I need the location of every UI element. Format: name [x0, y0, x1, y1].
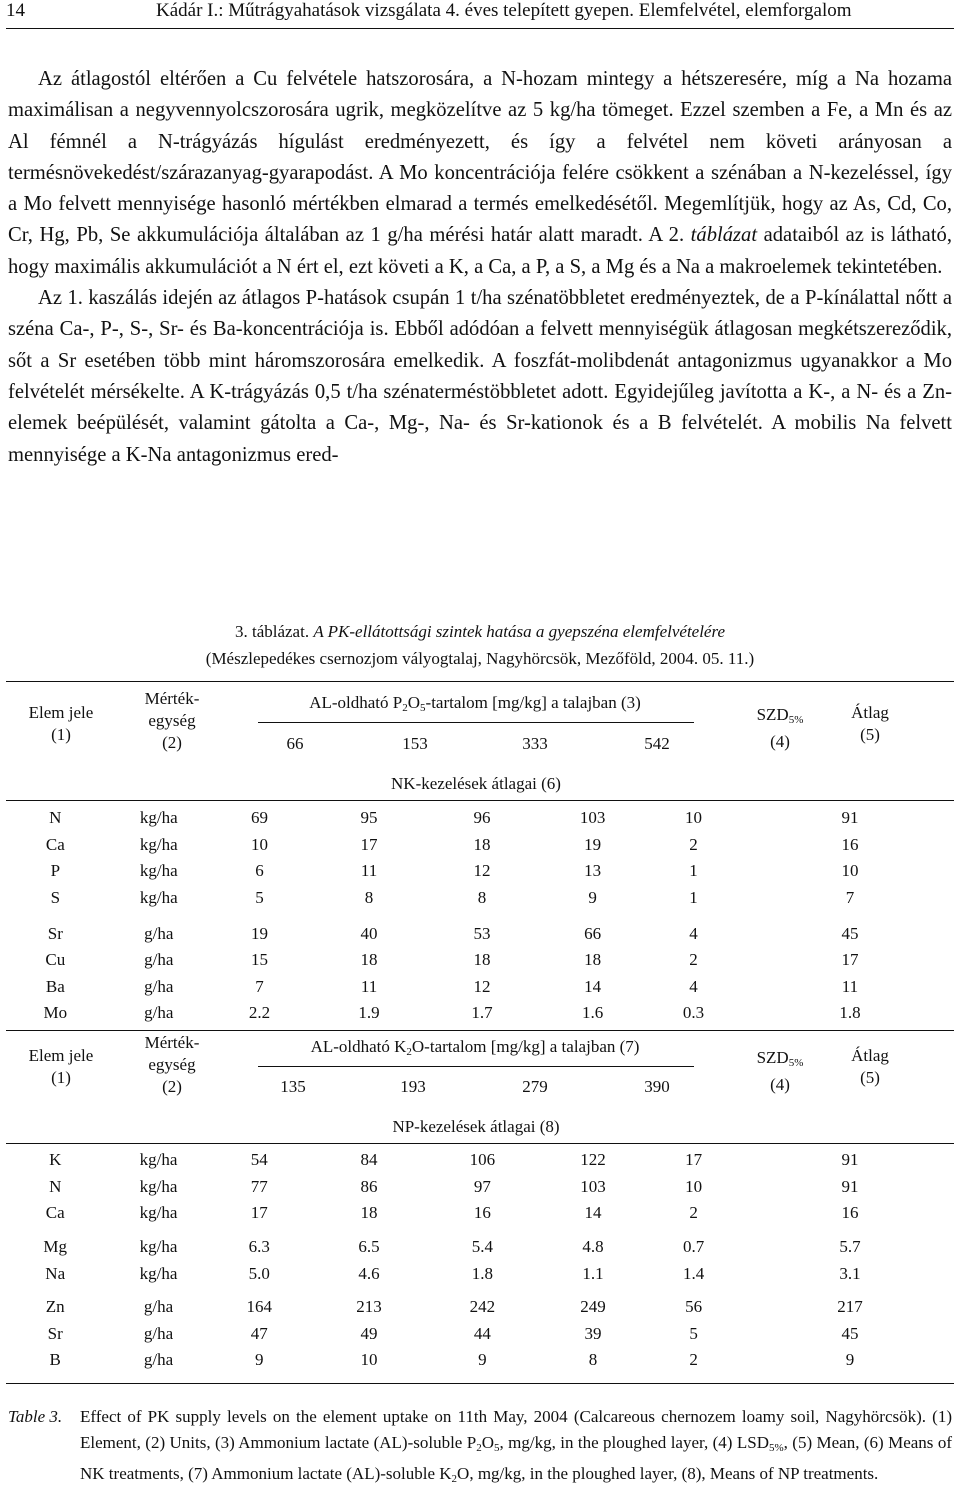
cell-unit: kg/ha	[139, 1237, 178, 1257]
paragraph-2: Az 1. kaszálás idején az átlagos P-hatások csupán 1 t/ha szénatöbbletet eredményeztek, de a P-kínálattal nőtt a széna Ca-, P-, S-, Sr- és Ba-koncentrációja is. Ebből adódóan a felvett mennyiségük átlagosan megkétszereződik, sőt a Sr esetében több mint háromszorosára emelkedik. A foszfát-molibdenát antagonizmus ugyanakkor a Mo felvételét mérsékelte. A K-trágyázás 0,5 t/ha szénaterméstöbbletet adott. Egyidejűleg javította a K-, a N- és a Zn-elemek beépülését, valamint gátolta a Ca-, Mg-, Na- és Sr-kationok és a B felvételét. A mobilis Na felvett mennyisége a K-Na antagonizmus ered-	[8, 287, 952, 466]
table-row	[0, 1000, 960, 1027]
cell-level-2: 18	[360, 950, 378, 970]
cell-level-3: 1.8	[471, 1263, 493, 1283]
cell-element: Cu	[45, 950, 66, 970]
cell-lsd: 2	[689, 950, 698, 970]
cell-lsd: 5	[689, 1323, 698, 1343]
cell-level-1: 5.0	[248, 1263, 270, 1283]
english-caption-text	[80, 1404, 952, 1492]
cell-element: B	[49, 1350, 61, 1370]
cell-level-2: 86	[360, 1176, 378, 1196]
col-header-lsd	[730, 704, 830, 753]
group-spacer	[0, 1227, 960, 1234]
cell-mean: 7	[845, 888, 855, 908]
cell-level-3: 8	[477, 888, 487, 908]
cell-level-2: 95	[360, 808, 378, 828]
cell-mean: 91	[841, 1176, 859, 1196]
table-row	[0, 1174, 960, 1201]
cell-level-1: 6	[255, 861, 264, 881]
cell-mean: 9	[845, 1350, 855, 1370]
cell-element: Na	[45, 1263, 66, 1283]
table-row	[0, 805, 960, 832]
col-header-element-number-2: (1)	[51, 1068, 71, 1087]
col-header-unit-line2-2: egység	[148, 1055, 196, 1074]
block1-table	[0, 805, 960, 1027]
cell-level-4: 1.1	[582, 1263, 604, 1283]
cell-mean: 91	[841, 1150, 859, 1170]
cell-level-1: 17	[250, 1203, 268, 1223]
cell-lsd: 17	[685, 1150, 703, 1170]
cell-lsd: 4	[689, 976, 698, 996]
cell-unit: kg/ha	[139, 861, 178, 881]
en-cap-part4: , (5) Mean, (6) Means of NK treatments, (7) Ammonium lactate (AL)-soluble K	[80, 1433, 952, 1483]
header-rule	[6, 28, 954, 29]
cell-level-3: 106	[469, 1150, 496, 1170]
cell-level-2: 84	[360, 1150, 378, 1170]
table-row	[0, 1347, 960, 1374]
cell-element: Ba	[45, 976, 65, 996]
table-row	[0, 1294, 960, 1321]
cell-element: N	[49, 808, 62, 828]
al-k-sub1: 2	[406, 1046, 412, 1058]
col-header-unit-2	[124, 1032, 220, 1098]
col-header-al-k2o	[240, 1036, 710, 1063]
block2-table	[0, 1147, 960, 1374]
cell-level-3: 12	[473, 976, 491, 996]
cell-element: Sr	[47, 923, 63, 943]
cell-lsd: 10	[685, 1176, 703, 1196]
col-header-mean	[830, 702, 910, 746]
cell-mean: 217	[837, 1297, 863, 1317]
cell-lsd: 0.3	[682, 1003, 705, 1023]
cell-level-3: 12	[473, 861, 491, 881]
p-level-2: 153	[402, 734, 428, 753]
table-row	[0, 832, 960, 859]
lsd-number: (4)	[770, 732, 790, 751]
cell-mean: 1.8	[839, 1003, 861, 1023]
group-spacer	[0, 911, 960, 920]
col-header-element-label: Elem jele	[28, 703, 94, 722]
en-cap-sub4: 2	[451, 1473, 458, 1485]
col-header-unit	[124, 688, 220, 754]
al-p-sub1: 2	[402, 702, 408, 714]
cell-level-4: 9	[588, 888, 597, 908]
cell-lsd: 10	[685, 808, 703, 828]
cell-mean: 45	[841, 1323, 859, 1343]
al-k-text: AL-oldható K	[310, 1037, 407, 1056]
k-level-3: 279	[522, 1077, 548, 1096]
cell-unit: kg/ha	[139, 1176, 178, 1196]
cell-mean: 10	[841, 861, 859, 881]
mean-number: (5)	[860, 725, 880, 744]
lsd-number-2: (4)	[770, 1075, 790, 1094]
cell-unit: g/ha	[143, 1297, 174, 1317]
col-header-element	[8, 702, 114, 746]
cell-level-4: 39	[584, 1323, 602, 1343]
paragraph-1-text: Az átlagostól eltérően a Cu felvétele hatszorosára, a N-hozam mintegy a hétszeresére, míg a Na hozama maximálisan a negyvennyolcszorosára ugrik, megközelítve az 5 kg/ha tömeget. Ezzel szemben a Fe, a Mn és az Al fémnél a N-trágyázás hígulást eredményezett, és így a felvétel nem követi arányosan a termésnövekedést/szárazanyag-gyarapodást. A Mo koncentrációja felére csökkent a szénában a N-kezeléssel, így a Mo felvett mennyisége hasonló mértékben elmarad a termés emelkedésétől. Megemlítjük, hogy az As, Cd, Co, Cr, Hg, Pb, Se akkumulációja általában az 1 g/ha mérési határ alatt maradt. A 2.	[8, 68, 952, 247]
col-header-element-label-2: Elem jele	[28, 1046, 94, 1065]
cell-element: Mo	[43, 1003, 68, 1023]
cell-level-2: 49	[360, 1323, 378, 1343]
cell-unit: kg/ha	[139, 808, 178, 828]
cell-level-1: 47	[250, 1323, 268, 1343]
cell-unit: g/ha	[144, 950, 174, 970]
cell-level-3: 53	[473, 923, 491, 943]
table-row	[0, 947, 960, 974]
cell-element: N	[49, 1176, 62, 1196]
p-level-4: 542	[644, 734, 670, 753]
cell-mean: 11	[841, 976, 859, 996]
cell-lsd: 56	[685, 1297, 703, 1317]
cell-level-2: 17	[360, 834, 378, 854]
paragraph-1-italic: táblázat	[690, 224, 758, 247]
cell-level-3: 9	[478, 1350, 487, 1370]
p-level-3: 333	[522, 734, 548, 753]
en-cap-sub1: 2	[476, 1442, 482, 1454]
cell-level-2: 40	[360, 923, 378, 943]
col-header-element-number: (1)	[51, 725, 71, 744]
table-row	[0, 885, 960, 912]
body-text	[8, 64, 952, 471]
cell-element: P	[50, 861, 61, 881]
col-header-unit-number-2: (2)	[162, 1077, 182, 1096]
table-row	[0, 1200, 960, 1227]
al-p-sub2: 5	[420, 702, 426, 714]
cell-unit: kg/ha	[139, 1263, 178, 1283]
lsd-label-2: SZD	[756, 1048, 789, 1067]
cell-unit: g/ha	[144, 923, 174, 943]
cell-unit: g/ha	[143, 1323, 174, 1343]
cell-mean: 5.7	[839, 1237, 861, 1257]
en-cap-part5: O, mg/kg, in the ploughed layer, (8), Means of NP treatments.	[457, 1464, 879, 1483]
al-k-post: O-tartalom [mg/kg] a talajban (7)	[411, 1037, 640, 1056]
col-header-al-p2o5	[240, 692, 710, 719]
cell-level-1: 2.2	[248, 1003, 271, 1023]
cell-mean: 45	[841, 923, 859, 943]
cell-level-2: 18	[360, 1203, 378, 1223]
cell-element: Sr	[47, 1323, 63, 1343]
cell-level-2: 4.6	[358, 1263, 380, 1283]
cell-level-2: 6.5	[358, 1237, 380, 1257]
cell-level-3: 16	[473, 1203, 491, 1223]
mean-label-2: Átlag	[851, 1046, 889, 1065]
english-caption	[8, 1404, 952, 1508]
table-caption-label: 3. táblázat.	[234, 622, 310, 641]
cell-level-3: 18	[473, 950, 491, 970]
table-row	[0, 1260, 960, 1287]
table-caption-subtitle: (Mészlepedékes csernozjom vályogtalaj, Nagyhörcsök, Mezőföld, 2004. 05. 11.)	[205, 649, 755, 668]
cell-level-4: 8	[588, 1350, 598, 1370]
cell-level-3: 18	[473, 834, 491, 854]
k-level-2: 193	[400, 1077, 426, 1096]
block2-top-rule	[6, 1030, 954, 1031]
col-header-element-2	[8, 1045, 114, 1089]
cell-level-1: 5	[255, 888, 264, 908]
cell-level-4: 4.8	[582, 1237, 604, 1257]
cell-level-4: 14	[584, 1203, 602, 1223]
en-cap-part3: , mg/kg, in the ploughed layer, (4) LSD	[499, 1433, 769, 1452]
level-header-rule-2	[258, 1066, 694, 1067]
cell-level-2: 10	[360, 1350, 378, 1370]
cell-lsd: 1	[689, 861, 698, 881]
table-row	[0, 1321, 960, 1348]
mean-label: Átlag	[851, 703, 889, 722]
lsd-label: SZD	[756, 705, 789, 724]
cell-mean: 3.1	[839, 1263, 861, 1283]
cell-lsd: 1	[689, 888, 698, 908]
cell-lsd: 2	[689, 1203, 698, 1223]
group-spacer-cell	[0, 1227, 960, 1234]
np-group-label: NP-kezelések átlagai (8)	[392, 1117, 560, 1136]
cell-level-4: 122	[580, 1150, 606, 1170]
cell-unit: g/ha	[144, 976, 174, 996]
col-header-lsd-2	[730, 1047, 830, 1096]
cell-mean: 16	[841, 834, 859, 854]
cell-level-3: 97	[473, 1176, 491, 1196]
cell-unit: kg/ha	[139, 834, 178, 854]
al-p-mid: O	[407, 693, 421, 712]
cell-level-2: 1.9	[358, 1003, 380, 1023]
cell-level-1: 77	[250, 1176, 268, 1196]
cell-level-2: 213	[356, 1297, 382, 1317]
page-number: 14	[6, 0, 25, 21]
col-header-unit-line1: Mérték-	[144, 689, 200, 708]
cell-level-1: 10	[251, 834, 269, 854]
cell-level-2: 11	[360, 861, 378, 881]
paragraph-1	[8, 64, 952, 283]
cell-level-1: 69	[251, 808, 269, 828]
block1-header-rule	[6, 800, 954, 801]
table-caption	[0, 619, 960, 645]
cell-element: Mg	[43, 1237, 68, 1257]
cell-lsd: 4	[689, 923, 698, 943]
cell-element: S	[50, 888, 61, 908]
nk-group-label: NK-kezelések átlagai (6)	[391, 774, 561, 793]
cell-level-4: 18	[584, 950, 602, 970]
cell-level-3: 1.7	[471, 1003, 493, 1023]
cell-element: Zn	[45, 1297, 65, 1317]
cell-level-2: 8	[364, 888, 374, 908]
cell-level-3: 44	[473, 1323, 491, 1343]
al-p-post: -tartalom [mg/kg] a talajban (3)	[425, 693, 641, 712]
cell-lsd: 2	[689, 834, 698, 854]
cell-unit: kg/ha	[139, 1150, 178, 1170]
table-top-rule	[6, 681, 954, 682]
table-row	[0, 1234, 960, 1261]
cell-unit: kg/ha	[139, 888, 178, 908]
cell-element: Ca	[45, 1203, 65, 1223]
cell-level-4: 66	[584, 923, 602, 943]
col-header-unit-line1-2: Mérték-	[144, 1033, 200, 1052]
k-level-4: 390	[644, 1077, 670, 1096]
cell-mean: 17	[841, 950, 859, 970]
cell-level-1: 54	[250, 1150, 268, 1170]
block2-header-rule	[6, 1143, 954, 1144]
cell-unit: kg/ha	[139, 1203, 178, 1223]
group-spacer-cell	[0, 1287, 960, 1294]
lsd-sub: 5%	[788, 714, 804, 726]
cell-level-1: 7	[255, 976, 264, 996]
al-p-text: AL-oldható P	[309, 693, 403, 712]
cell-level-4: 103	[580, 1176, 606, 1196]
english-caption-label: Table 3.	[8, 1407, 63, 1426]
cell-mean: 91	[841, 808, 859, 828]
table-row	[0, 920, 960, 947]
cell-unit: g/ha	[144, 1003, 174, 1023]
lsd-sub-2: 5%	[788, 1057, 804, 1069]
col-header-unit-number: (2)	[162, 733, 182, 752]
cell-lsd: 0.7	[683, 1237, 705, 1257]
cell-level-4: 13	[584, 861, 602, 881]
cell-level-3: 5.4	[471, 1237, 493, 1257]
paragraph-1-end: adataiból az is látható, hogy maximális akkumulációt a N ért el, ezt követi a K, a Ca, a P, a S, a Mg és a Na a makroelemek tekintetében.	[8, 224, 952, 278]
table-bottom-rule	[6, 1383, 954, 1384]
en-cap-part1: Effect of PK supply levels on the element uptake on 11th May, 2004 (Calcareous chernozem loamy soil, Nagyhörcsök). (1) Element, (2) Units, (3) Ammonium lactate (AL)-soluble P	[80, 1407, 952, 1452]
cell-level-1: 6.3	[248, 1237, 270, 1257]
cell-element: K	[49, 1150, 62, 1170]
p-level-1: 66	[286, 734, 304, 753]
table-row	[0, 858, 960, 885]
cell-level-3: 242	[469, 1297, 496, 1317]
table-row	[0, 974, 960, 1001]
running-header	[6, 0, 954, 26]
cell-level-4: 1.6	[582, 1003, 604, 1023]
k-level-1: 135	[280, 1077, 306, 1096]
group-spacer-cell	[0, 911, 960, 920]
cell-level-4: 19	[584, 834, 602, 854]
cell-level-4: 249	[580, 1297, 606, 1317]
block1-body	[0, 805, 960, 1027]
cell-level-1: 19	[251, 923, 269, 943]
cell-level-4: 103	[579, 808, 606, 828]
cell-level-1: 15	[251, 950, 269, 970]
cell-level-1: 164	[246, 1297, 273, 1317]
cell-lsd: 1.4	[683, 1263, 705, 1283]
col-header-mean-2	[830, 1045, 910, 1089]
running-title: Kádár I.: Műtrágyahatások vizsgálata 4. éves telepített gyepen. Elemfelvétel, elemforgalom	[156, 0, 852, 21]
cell-lsd: 2	[689, 1350, 698, 1370]
col-header-unit-line2: egység	[148, 711, 196, 730]
cell-level-2: 11	[360, 976, 378, 996]
table-row	[0, 1147, 960, 1174]
cell-level-4: 14	[584, 976, 602, 996]
en-cap-part2: O	[481, 1433, 494, 1452]
table-caption-title: A PK-ellátottsági szintek hatása a gyepszéna elemfelvételére	[313, 622, 726, 641]
mean-number-2: (5)	[860, 1068, 880, 1087]
level-header-rule	[258, 722, 694, 723]
cell-level-3: 96	[473, 808, 491, 828]
block2-body	[0, 1147, 960, 1374]
cell-mean: 16	[841, 1203, 859, 1223]
en-cap-sub3: 5%	[768, 1442, 784, 1454]
cell-unit: g/ha	[143, 1350, 174, 1370]
cell-element: Ca	[45, 834, 65, 854]
en-cap-sub2: 5	[494, 1442, 500, 1454]
cell-level-1: 9	[255, 1350, 264, 1370]
group-spacer	[0, 1287, 960, 1294]
